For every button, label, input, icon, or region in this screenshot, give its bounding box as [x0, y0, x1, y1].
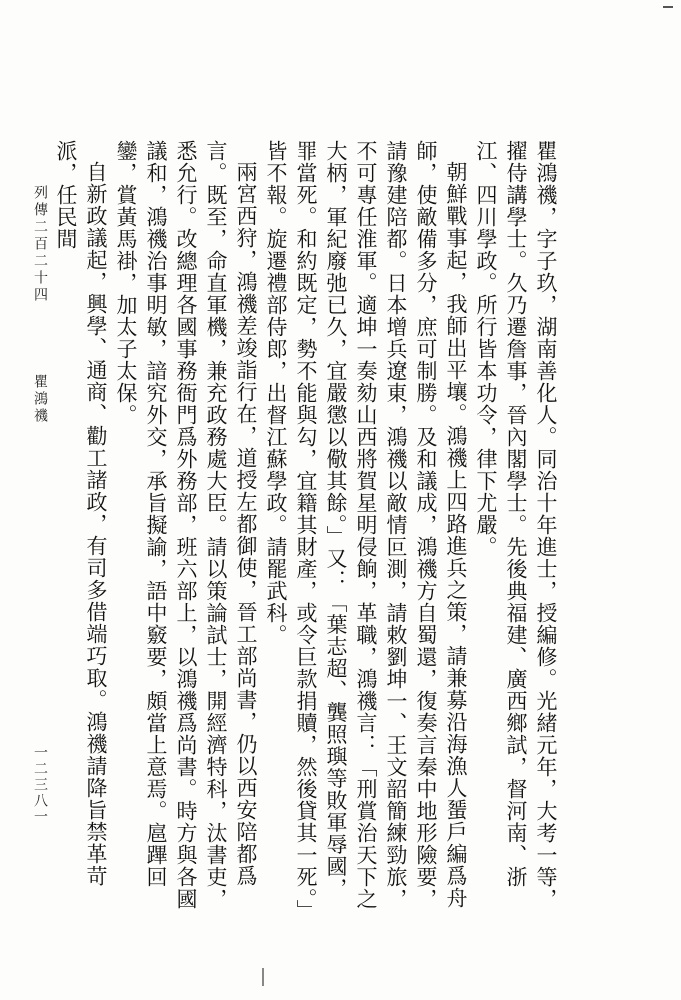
footer-section: 列傳二百二十四 [32, 185, 48, 304]
paragraph-4: 自新政議起，興學、通商、勸工諸政，有司多借端巧取。鴻禨請降旨禁革苛派，任民間 [54, 140, 108, 887]
running-footer [30, 185, 50, 425]
footer-name: 瞿鴻禨 [32, 374, 48, 425]
corner-mark [663, 6, 673, 14]
paragraph-1: 瞿鴻禨，字子玖，湖南善化人。同治十年進士，授編修。光緒元年，大考一等，擢侍講學士。久乃遷詹事，晉內閣學士。先後典福建、廣西鄉試，督河南、浙江、四川學政。所行皆本功令，律下尤嚴。 [474, 140, 558, 910]
page-number: 一二三八一 [32, 745, 48, 825]
biography-text [51, 140, 561, 920]
gutter-mark [262, 968, 264, 986]
paragraph-3: 兩宮西狩，鴻禨差竣詣行在，道授左都御使，晉工部尚書，仍以西安陪都爲言。既至，命直軍機，兼充政務處大臣。請以策論試士，開經濟特科，汰書吏，悉允行。改總理各國事務衙門爲外務部，班六部上，以鴻禨爲尚書。時方與各國議和，鴻禨治事明敏，諳究外交，承旨擬諭，語中竅要，頗當上意焉。扈蹕回鑾，賞黃馬褂，加太子太保。 [114, 140, 258, 910]
paragraph-2: 朝鮮戰事起，我師出平壤。鴻禨上四路進兵之策，請兼募沿海漁人蜑戶編爲舟師，使敵備多分，庶可制勝。及和議成，鴻禨方自蜀還，復奏言秦中地形險要，請豫建陪都。日本增兵遼東，鴻禨以敵情叵測，請敕劉坤一、王文韶簡練勁旅，不可專任淮軍。適坤一奏劾山西將賀星明侵餉，革職，鴻禨言：「刑賞治天下之大柄，軍紀廢弛已久，宜嚴懲以儆其餘。」又：「葉志超、龔照璵等敗軍辱國，罪當死。和約既定，勢不能與勾，宜籍其財產，或令巨款捐贖，然後貸其一死。」皆不報。旋遷禮部侍郎，出督江蘇學政。請罷武科。 [264, 140, 468, 911]
